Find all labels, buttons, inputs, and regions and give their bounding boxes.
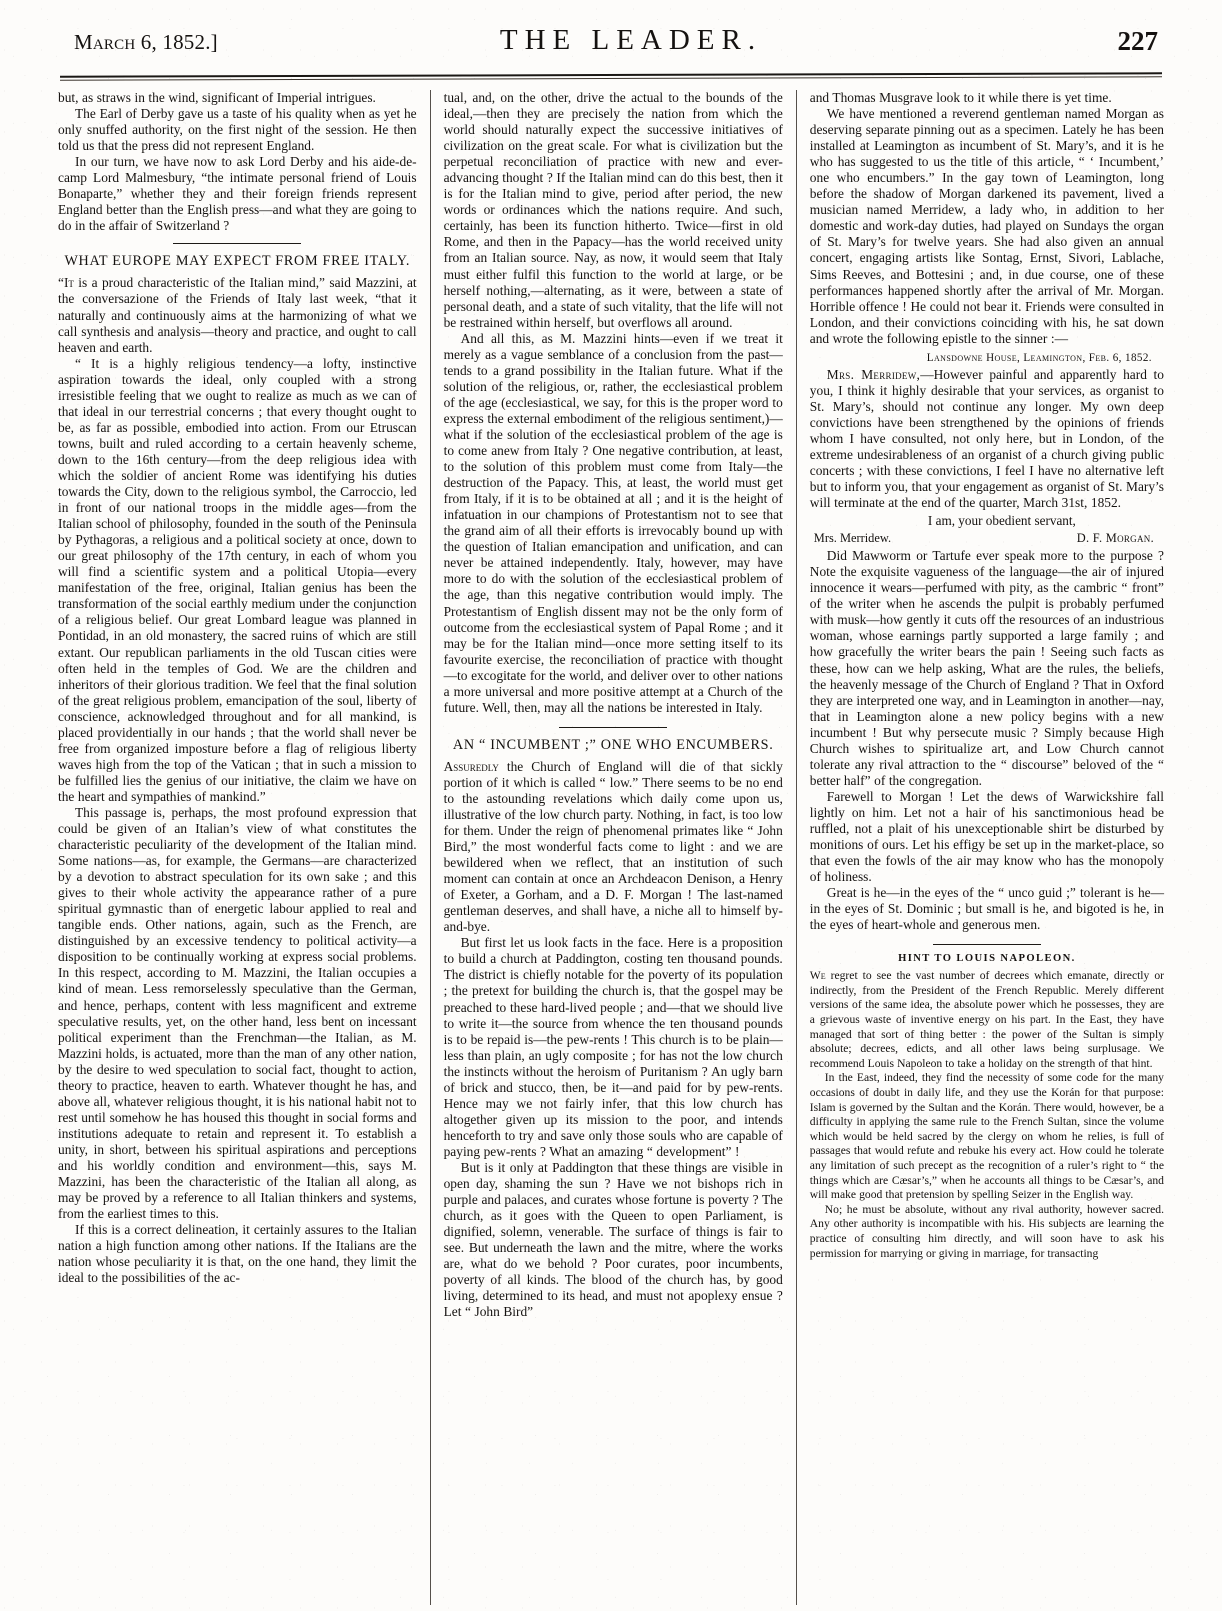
- paragraph: Farewell to Morgan ! Let the dews of Warwickshire fall lightly on him. Let not a hair of his sanctimonious head be ruffled, not a plait of his unexceptionable shirt be disturbed by monitions of ours. Let his effigy be set up in the market-place, so that even the fowls of the air may know who has the monopoly of holiness.: [809, 788, 1164, 885]
- letter-dateline: Lansdowne House, Leamington, Feb. 6, 1852.: [926, 351, 1152, 364]
- paragraph-quote-open: [58, 275, 417, 355]
- column-3: [797, 90, 1164, 1605]
- article-heading-napoleon: HINT TO LOUIS NAPOLEON.: [898, 953, 1076, 965]
- paragraph: If this is a correct delineation, it certainly assures to the Italian nation a high function among other nations. If the Italians are the nation whose peculiarity it is that, on the one hand, they limit the ideal to the possibilities of the ac-: [58, 1222, 417, 1286]
- section-divider: [559, 727, 667, 728]
- small-type-article: [810, 969, 1164, 1261]
- paragraph-continued: but, as straws in the wind, significant of Imperial intrigues.: [58, 90, 376, 105]
- letter-signature: D. F. Morgan.: [1076, 531, 1154, 546]
- column-1: [58, 90, 430, 1605]
- letter-salutation: Mrs. Merridew,: [826, 366, 921, 382]
- paragraph: In the East, indeed, they find the necessity of some code for the many occasions of doubt in daily life, and they use the Korán for that purpose: Islam is governed by the Sultan and the Korán. There would, however, be a difficulty in applying the same rule to the French Sultan, since the volume which would be held sacred by the clergy on whom he relies, is full of passages that would refute and rebuke his every act. How could he tolerate any limitation of such precept as the recognition of a ruler’s right to “ the things which are Cæsar’s,” when he accounts all things to be Cæsar’s, and will make good that pretension by spelling Seizer in the English way.: [809, 1071, 1164, 1202]
- paragraph: But is it only at Paddington that these things are visible in open day, shaming the sun ? Have we not bishops rich in purple and palaces, and curates whose fortune is poverty ? The church, as it goes with the Queen to open Parliament, is dignified, solemn, venerable. The surface of things is fair to see. But underneath the lawn and the mitre, where the works are, what do we behold ? Poor curates, poor incumbents, poverty of all kinds. The blood of the church has, by good living, determined to its head, and must not apoplexy ensue ? Let “ John Bird”: [443, 1160, 783, 1320]
- paragraph-continued: and Thomas Musgrave look to it while there is yet time.: [809, 90, 1112, 105]
- masthead-title: THE LEADER.: [499, 24, 763, 56]
- letter-closing: I am, your obedient servant,: [927, 513, 1076, 529]
- letter-recipient: Mrs. Merridew.: [813, 531, 892, 546]
- letter-signature-row: [810, 530, 1164, 546]
- column-2: [430, 90, 797, 1605]
- article-heading-italy: WHAT EUROPE MAY EXPECT FROM FREE ITALY.: [64, 253, 411, 270]
- paragraph-continued: tual, and, on the other, drive the actual to the bounds of the ideal,—then they are precisely the nation from which the world should naturally expect the successive initiatives of civilization on the great scale. For what is civilization but the perpetual reconciliation of practice with new and ever-advancing thought ? If the Italian mind can do this best, then it is for the Italian mind to give, period after period, the new words or ordinances which the nations require. And such, certainly, has been its function hitherto. Twice—first in old Rome, and then in the Papacy—has the world received unity from an Italian source. Nay, as now, it would seem that Italy must either fulfil this function to the world at large, or be herself nothing,—alternating, as it were, between a state of personal death, and a state of such vitality, that the life will not be restrained within herself, but overflows all around.: [443, 90, 783, 330]
- paragraph: Great is he—in the eyes of the “ unco guid ;” tolerant is he—in the eyes of St. Dominic ; but small is he, and bigoted is he, in the eyes of heart-whole and generous men.: [809, 885, 1164, 933]
- section-divider: [173, 243, 301, 244]
- paragraph: We have mentioned a reverend gentleman named Morgan as deserving separate pinning out as a specimen. Lately he has been installed at Leamington as incumbent of St. Mary’s, and it is he who has suggested to us the title of this article, “ ‘ Incumbent,’ one who encumbers.” In the gay town of Leamington, long before the shadow of Morgan darkened its pavement, lived a musician named Merridew, a lady who, in addition to her domestic and work-day duties, had played on Sundays the organ of St. Mary’s for twelve years. She had also given an annual concert, engaging artists like Sontag, Ernst, Sivori, Lablache, Sims Reeves, and Bottesini ; and, in due course, one of these performances happened shortly after the arrival of Mr. Morgan. Horrible offence ! He could not bear it. Friends were consulted in London, and their convictions coinciding with his, he sat down and wrote the following epistle to the sinner :—: [809, 106, 1164, 346]
- paragraph: “ It is a highly religious tendency—a lofty, instinctive aspiration towards the ideal, only coupled with a strong irresistible feeling that we ought to realize as much as we can of that ideal in our terrestrial concerns ; that every thought ought to be, as far as possible, embodied into action. From our Etruscan towns, built and ruled according to a certain heavenly scheme, down to the 16th century—from the deep religious idea with which the soldier of ancient Rome was identifying his duties towards the City, down to the religious symbol, the Carroccio, led in front of our national troops in the middle ages—from the Italian school of philosophy, founded in the south of the Peninsula by Pythagoras, a religious and a political society at once, down to our great philosophy of the 17th century, in each of whom you will find a scientific system and a political Utopia—every manifestation of the free, original, Italian genius has been the transformation of the social earthly medium under the conjunction of a religious belief. Our great Lombard league was planned in Pontidad, in an old monastery, the sacred ruins of which are still extant. Our republican parliaments in the old Tuscan cities were often held in the temples of God. We are the children and inheritors of their glorious tradition. We feel that the final solution of the great religious problem, emancipation of the soul, liberty of conscience, acknowledged throughout and for all mankind, is placed providentially in our hands ; that the world shall never be free from organized imposture before a flag of religious liberty waves high from the top of the Vatican ; that in such a mission to be fulfilled lies the genius of our initiative, the claim we have on the heart and sympathies of mankind.”: [58, 355, 417, 804]
- paragraph-text: is a proud characteristic of the Italian mind,” said Mazzini, at the conversazione of the Friends of Italy last week, “that it naturally and continuously aims at the harmonizing of what we call synthesis and analysis—theory and practice, and ought to call heaven and earth.: [58, 275, 417, 355]
- masthead-page-number: 227: [1117, 26, 1158, 56]
- quote-mark: “: [58, 275, 64, 291]
- lead-smallcaps: We: [809, 969, 826, 983]
- article-heading-incumbent: AN “ INCUMBENT ;” ONE WHO ENCUMBERS.: [452, 736, 774, 753]
- paragraph-lead: [810, 969, 1164, 1071]
- masthead-rule: [60, 66, 1162, 77]
- paragraph: But first let us look facts in the face. Here is a proposition to build a church at Paddington, costing ten thousand pounds. The district is chiefly notable for the poverty of its population ; the pretext for building the church is, that the gospel may be preached to these hard-lived people ; and—that we should live to write it—the source from whence the ten thousand pounds is to be repaid is—the pew-rents ! This church is to be plain—less than plain, an ugly composite ; for has not the low church the instincts without the heroism of Puritanism ? An ugly barn of brick and stucco, then, be it—and paid for by pew-rents. Hence may we not fairly infer, that this low church has altogether given up its mission to the poor, and intends henceforth to try and save only those souls who are capable of paying pew-rents ? What an amazing “ development” !: [443, 935, 783, 1159]
- masthead: [58, 22, 1164, 66]
- letter-body-paragraph: [810, 367, 1164, 511]
- paragraph: In our turn, we have now to ask Lord Derby and his aide-de-camp Lord Malmesbury, “the intimate personal friend of Louis Bonaparte,” whether they and their foreign friends represent England better than the English press—and what they are going to do in the affair of Switzerland ?: [58, 154, 417, 234]
- column-layout: [58, 90, 1164, 1605]
- lead-smallcaps: Assuredly: [443, 758, 499, 774]
- paragraph: This passage is, perhaps, the most profound expression that could be given of an Italian’s view of what constitutes the characteristic peculiarity of the development of the Italian mind. Some nations—as, for example, the Germans—are characterized by a devotion to abstract speculation for its own sake ; and this gives to their whole activity the appearance rather of a pure spiritual gymnastic than of energetic labour applied to real and tangible ends. Other nations, again, such as the French, are distinguished by an excessive tendency to political activity—a disposition to be continually working at express social problems. In this respect, according to M. Mazzini, the Italian occupies a kind of mean. Less remorselessly speculative than the German, and hence, perhaps, content with less magnificent and extreme speculative results, yet, on the other hand, less bent on incessant political experiment than the Frenchman—the Italian, as M. Mazzini holds, is actuated, more than the man of any other nation, by the desire to wed speculation to social fact, thought to action, theory to practice, heaven to earth. Whatever thought he has, and above all, whatever religious thought, it is his national habit not to rest until somehow he has housed this thought in social forms and institutions adequate to retain and represent it. To establish a unity, in short, between his spiritual aspirations and perceptions and his worldly condition and environment—this, says M. Mazzini, has been the characteristic of the Italian all along, as may be proved by a reference to all Italian thinkers and systems, from the earliest times to this.: [58, 804, 417, 1222]
- paragraph: And all this, as M. Mazzini hints—even if we treat it merely as a vague semblance of a conclusion from the past—tends to a grand possibility in the Italian future. What if the solution of the religious, or, rather, the ecclesiastical problem of the age (ecclesiastical, we say, for this is the proper word to express the external embodiment of the religious sentiment,)—what if the solution of the ecclesiastical problem of the age is to come anew from Italy ? One negative contribution, at least, to the solution of this problem must come from Italy—the destruction of the Papacy. This, at least, the world must get from Italy, if it is to be obtained at all ; and it is the height of infatuation in our champions of Protestantism not to see that the grand aim of all their efforts is irrevocably bound up with the question of Italian emancipation and unification, and can never be attained independently. Italy, however, may have more to do with the solution of the ecclesiastical problem of the age, than this negative contribution would imply. The Protestantism of English dissent may not be the only form of outcome from the ecclesiastical system of Papal Rome ; and it may be for the Italian mind—once more setting itself to its favourite exercise, the reconciliation of practice with thought—to excogitate for the world, and deliver over to other nations a more universal and more positive attempt at a Church of the future. Well, then, may all the nations be interested in Italy.: [443, 330, 783, 715]
- masthead-date: March 6, 1852.]: [74, 30, 218, 54]
- lead-smallcaps: It: [63, 275, 74, 291]
- paragraph: Did Mawworm or Tartufe ever speak more to the purpose ? Note the exquisite vagueness of the language—the air of injured innocence it wears—perfumed with pity, as the cambric “ front” of the writer when he ascends the pulpit is probably perfumed with musk—how gently it cuts off the resources of an industrious woman, whose earnings partly supported a large family ; and how gracefully the writer bears the pain ! Seeing such facts as these, how can we help asking, What are the rules, the beliefs, the heavenly message of the Church of England ? That in Oxford they are interpreted one way, and in Leamington in another—nay, that in Leamington alone a new policy begins with a new incumbent ! But why persecute music ? Simply because High Church wishes to spiritualize art, and Low Church cannot tolerate any rival attraction to the “ discourse” beloved of the “ better half” of the congregation.: [809, 548, 1164, 788]
- section-divider: [933, 944, 1041, 945]
- paragraph-lead: [444, 759, 783, 936]
- paragraph-text: regret to see the vast number of decrees which emanate, directly or indirectly, from the President of the French Republic. Merely different versions of the same idea, the absolute power which he possesses, they are a grievous waste of inventive energy on his part. In the East, they have managed that sort of thing better : the power of the Sultan is simply absolute; decrees, edicts, and all other laws being surplusage. We recommend Louis Napoleon to take a holiday on the strength of that hint.: [809, 969, 1164, 1070]
- paragraph-text: the Church of England will die of that sickly portion of it which is called “ low.” There seems to be no end to the astounding revelations which daily come upon us, illustrative of the low church party. Nothing, in fact, is too low for them. Under the reign of phenomenal primates like “ John Bird,” the most wonderful facts come to light : and we are bewildered when we reflect, that an institution of such moment can contain at once an Archdeacon Denison, a Henry of Exeter, a Gorham, and a D. F. Morgan ! The last-named gentleman deserves, and shall have, a niche all to himself by-and-bye.: [443, 758, 783, 935]
- paragraph: The Earl of Derby gave us a taste of his quality when as yet he only snuffed authority, on the first night of the session. He then told us that the press did not represent England.: [58, 106, 417, 154]
- letter-text: —However painful and apparently hard to you, I think it highly desirable that your services, as organist to St. Mary’s, should not continue any longer. My own deep convictions have been strengthened by the opinions of friends whom I have consulted, not only here, but in London, of the extreme undesirableness of an organist of a church giving public concerts ; with these convictions, I feel I have no alternative left but to inform you, that your engagement as organist of St. Mary’s will terminate at the end of the quarter, March 31st, 1852.: [809, 366, 1164, 511]
- paragraph: No; he must be absolute, without any rival authority, however sacred. Any other authority is incompatible with his. His subjects are learning the practice of consulting him directly, and will soon have to ask his permission for marrying or giving in marriage, for transacting: [809, 1202, 1164, 1260]
